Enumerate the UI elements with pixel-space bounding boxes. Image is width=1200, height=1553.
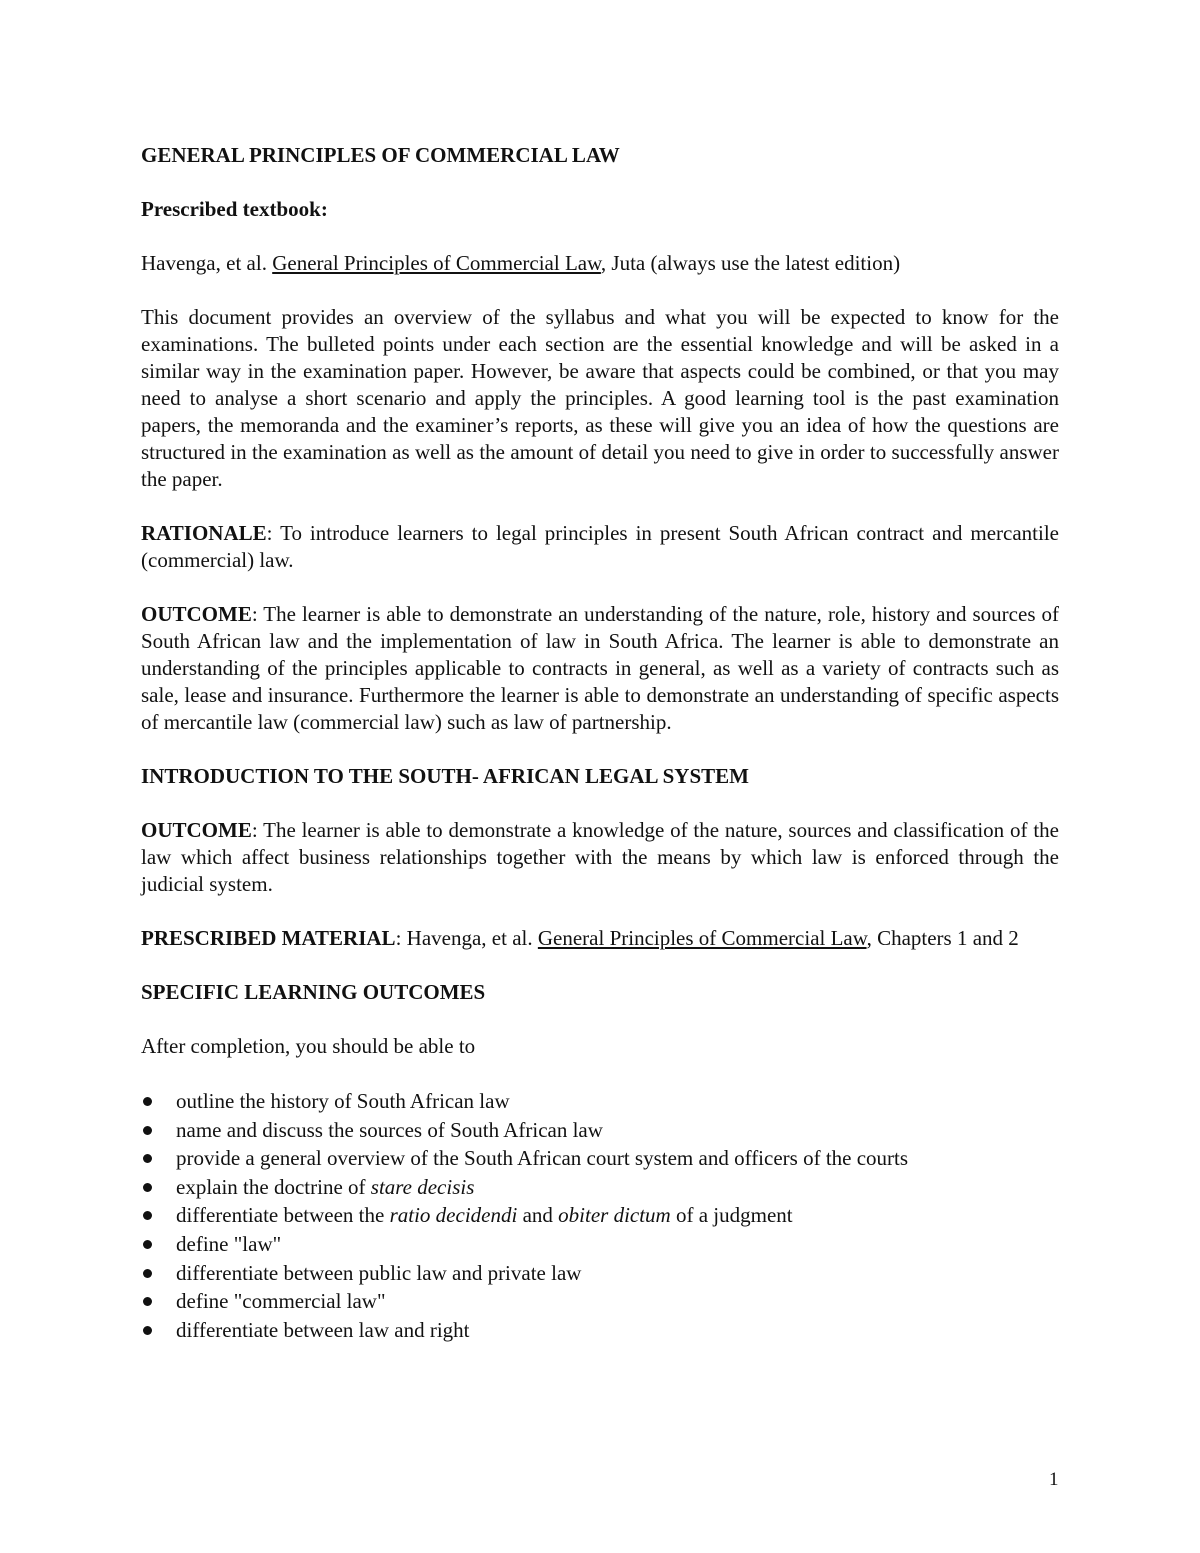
list-item <box>141 1144 1059 1173</box>
list-item-text: differentiate between public law and private law <box>176 1260 582 1285</box>
bullet-icon <box>143 1183 152 1192</box>
bullet-icon <box>143 1211 152 1220</box>
specific-outcomes-heading: SPECIFIC LEARNING OUTCOMES <box>141 980 486 1004</box>
list-item-text: explain the doctrine of <box>176 1174 371 1199</box>
bullet-icon <box>143 1326 152 1335</box>
list-item-text: provide a general overview of the South African court system and officers of the courts <box>176 1146 909 1171</box>
learning-outcomes-list <box>141 1087 1059 1344</box>
section-outcome-label: OUTCOME <box>141 818 252 842</box>
list-item <box>141 1287 1059 1316</box>
bullet-icon <box>143 1240 152 1249</box>
prescribed-material-label: PRESCRIBED MATERIAL <box>141 926 396 950</box>
prescribed-material-post: , Chapters 1 and 2 <box>866 926 1019 950</box>
rationale-text: : To introduce learners to legal principles in present South African contract and mercantile (commercial) law. <box>141 521 1059 572</box>
after-completion-text: After completion, you should be able to <box>141 1034 476 1058</box>
prescribed-material-paragraph <box>141 925 1059 952</box>
list-item-text: define "commercial law" <box>176 1289 386 1314</box>
list-item <box>141 1316 1059 1345</box>
page-content <box>141 142 1059 1344</box>
list-item-text: name and discuss the sources of South African law <box>176 1117 603 1142</box>
textbook-title: General Principles of Commercial Law <box>272 251 601 275</box>
list-item-text: differentiate between the <box>176 1203 390 1228</box>
bullet-icon <box>143 1154 152 1163</box>
list-item-emphasis: ratio decidendi <box>389 1203 518 1228</box>
list-item-emphasis: obiter dictum <box>558 1203 671 1228</box>
textbook-reference <box>141 250 1059 277</box>
list-item-text: differentiate between law and right <box>176 1317 470 1342</box>
textbook-publisher: , Juta (always use the latest edition) <box>600 251 901 275</box>
list-item-text: of a judgment <box>670 1203 793 1228</box>
list-item <box>141 1230 1059 1259</box>
page-number: 1 <box>1049 1469 1059 1490</box>
list-item <box>141 1201 1059 1230</box>
bullet-icon <box>143 1126 152 1135</box>
list-item <box>141 1087 1059 1116</box>
list-item <box>141 1259 1059 1288</box>
rationale-label: RATIONALE <box>141 521 267 545</box>
prescribed-textbook-label: Prescribed textbook: <box>141 197 328 221</box>
list-item <box>141 1173 1059 1202</box>
bullet-icon <box>143 1297 152 1306</box>
textbook-author: Havenga, et al. <box>141 251 273 275</box>
outcome-label: OUTCOME <box>141 602 252 626</box>
outcome-paragraph <box>141 601 1059 736</box>
section-outcome-text: : The learner is able to demonstrate a knowledge of the nature, sources and classification of the law which affect business relationships together with the means by which law is enforced through the judicial system. <box>141 818 1059 896</box>
list-item-text: outline the history of South African law <box>176 1089 510 1113</box>
bullet-icon <box>143 1269 152 1278</box>
prescribed-material-title: General Principles of Commercial Law <box>537 926 867 950</box>
list-item <box>141 1116 1059 1145</box>
rationale-paragraph <box>141 520 1059 574</box>
list-item-emphasis: stare decisis <box>370 1174 475 1199</box>
prescribed-material-pre: : Havenga, et al. <box>395 926 538 950</box>
section-outcome-paragraph <box>141 817 1059 898</box>
list-item-text: and <box>517 1203 559 1228</box>
bullet-icon <box>143 1097 152 1106</box>
section-heading: INTRODUCTION TO THE SOUTH- AFRICAN LEGAL SYSTEM <box>141 764 749 788</box>
outcome-text: : The learner is able to demonstrate an understanding of the nature, role, history and sources of South African law and the implementation of law in South Africa. The learner is able to demonstrate an understanding of the principles applicable to contracts in general, as well as a variety of contracts such as sale, lease and insurance. Furthermore the learner is able to demonstrate an understanding of specific aspects of mercantile law (commercial law) such as law of partnership. <box>141 602 1059 734</box>
list-item-text: define "law" <box>176 1231 282 1256</box>
document-title: GENERAL PRINCIPLES OF COMMERCIAL LAW <box>141 143 620 167</box>
overview-paragraph: This document provides an overview of the syllabus and what you will be expected to know for the examinations. The bulleted points under each section are the essential knowledge and will be asked in a similar way in the examination paper. However, be aware that aspects could be combined, or that you may need to analyse a short scenario and apply the principles. A good learning tool is the past examination papers, the memoranda and the examiner’s reports, as these will give you an idea of how the questions are structured in the examination as well as the amount of detail you need to give in order to successfully answer the paper. <box>141 305 1059 491</box>
